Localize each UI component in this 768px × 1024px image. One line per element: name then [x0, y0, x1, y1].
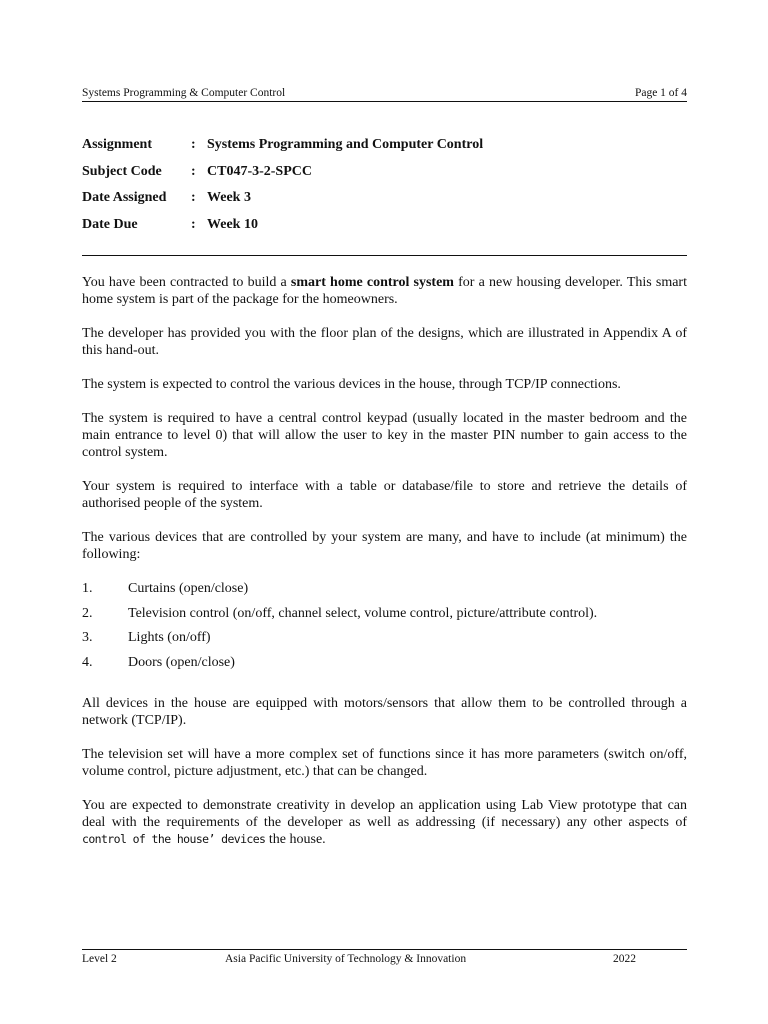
detail-label: Subject Code: [82, 163, 162, 179]
detail-row-assignment: [82, 137, 483, 164]
detail-value: CT047-3-2-SPCC: [207, 163, 312, 179]
detail-colon: :: [191, 190, 196, 206]
detail-label: Assignment: [82, 137, 153, 152]
header-course-title: Systems Programming & Computer Control: [82, 87, 286, 99]
page-footer: [82, 949, 687, 965]
list-text: Lights (on/off): [128, 630, 211, 645]
detail-value: Week 10: [207, 217, 258, 233]
detail-label: Date Due: [82, 217, 138, 233]
paragraph-tcp-ip: The system is expected to control the various devices in the house, through TCP/IP connections.: [82, 377, 621, 392]
list-number: 1.: [82, 581, 93, 596]
detail-value: Week 3: [207, 190, 251, 206]
list-number: 4.: [82, 654, 93, 670]
detail-row-subject-code: [82, 164, 483, 191]
detail-colon: :: [191, 163, 196, 179]
list-item: [82, 654, 687, 679]
paragraph-intro: [82, 274, 687, 308]
detail-colon: :: [191, 217, 196, 233]
detail-label: Date Assigned: [82, 190, 167, 206]
paragraph-creativity: [82, 797, 687, 848]
header-page-number: Page 1 of 4: [634, 87, 687, 99]
detail-value: Systems Programming and Computer Control: [207, 137, 484, 152]
text-run: the house.: [265, 832, 326, 847]
footer-year: 2022: [613, 953, 636, 965]
paragraph-keypad: The system is required to have a central control keypad (usually located in the master bedroom and the main entrance to level 0) that will allow the user to key in the master PIN number to gain access to the control system.: [82, 411, 687, 460]
paragraph-floor-plan: The developer has provided you with the floor plan of the designs, which are illustrated in Appendix A of this hand-out.: [82, 326, 687, 358]
detail-row-date-assigned: [82, 190, 483, 217]
assignment-body: [82, 274, 687, 865]
list-text: Television control (on/off, channel select, volume control, picture/attribute control).: [128, 605, 598, 621]
detail-colon: :: [191, 137, 196, 152]
list-number: 2.: [82, 605, 93, 621]
list-item: [82, 629, 687, 654]
text-run: You have been contracted to build a: [82, 275, 291, 290]
footer-level: Level 2: [82, 953, 117, 965]
list-item: [82, 605, 687, 630]
emphasis-text: smart home control system: [290, 275, 454, 290]
list-item: [82, 580, 687, 605]
detail-row-date-due: [82, 217, 483, 244]
monospace-text: control of the house’ devices: [82, 832, 266, 846]
paragraph-sensors: All devices in the house are equipped with motors/sensors that allow them to be controlled through a network (TCP/IP).: [82, 696, 687, 728]
document-page: [82, 0, 687, 1024]
paragraph-database: Your system is required to interface with a table or database/file to store and retrieve the details of authorised people of the system.: [82, 479, 687, 511]
list-text: Doors (open/close): [128, 654, 235, 670]
list-text: Curtains (open/close): [128, 581, 249, 596]
footer-university: Asia Pacific University of Technology & Innovation: [225, 953, 467, 965]
list-number: 3.: [82, 630, 93, 645]
section-divider: [82, 255, 687, 256]
page-header: [82, 87, 687, 102]
paragraph-devices: The various devices that are controlled by your system are many, and have to include (at minimum) the following:: [82, 530, 687, 562]
text-run: for a new housing developer. This smart home system is part of the package for the homeowners.: [82, 275, 687, 307]
text-run: You are expected to demonstrate creativity in develop an application using Lab View prototype that can deal with the requirements of the developer as well as addressing (if necessary) any other aspects of: [82, 798, 687, 830]
device-list: [82, 580, 687, 678]
paragraph-television: The television set will have a more complex set of functions since it has more parameters (switch on/off, volume control, picture adjustment, etc.) that can be changed.: [82, 747, 687, 779]
assignment-details: [82, 137, 483, 244]
